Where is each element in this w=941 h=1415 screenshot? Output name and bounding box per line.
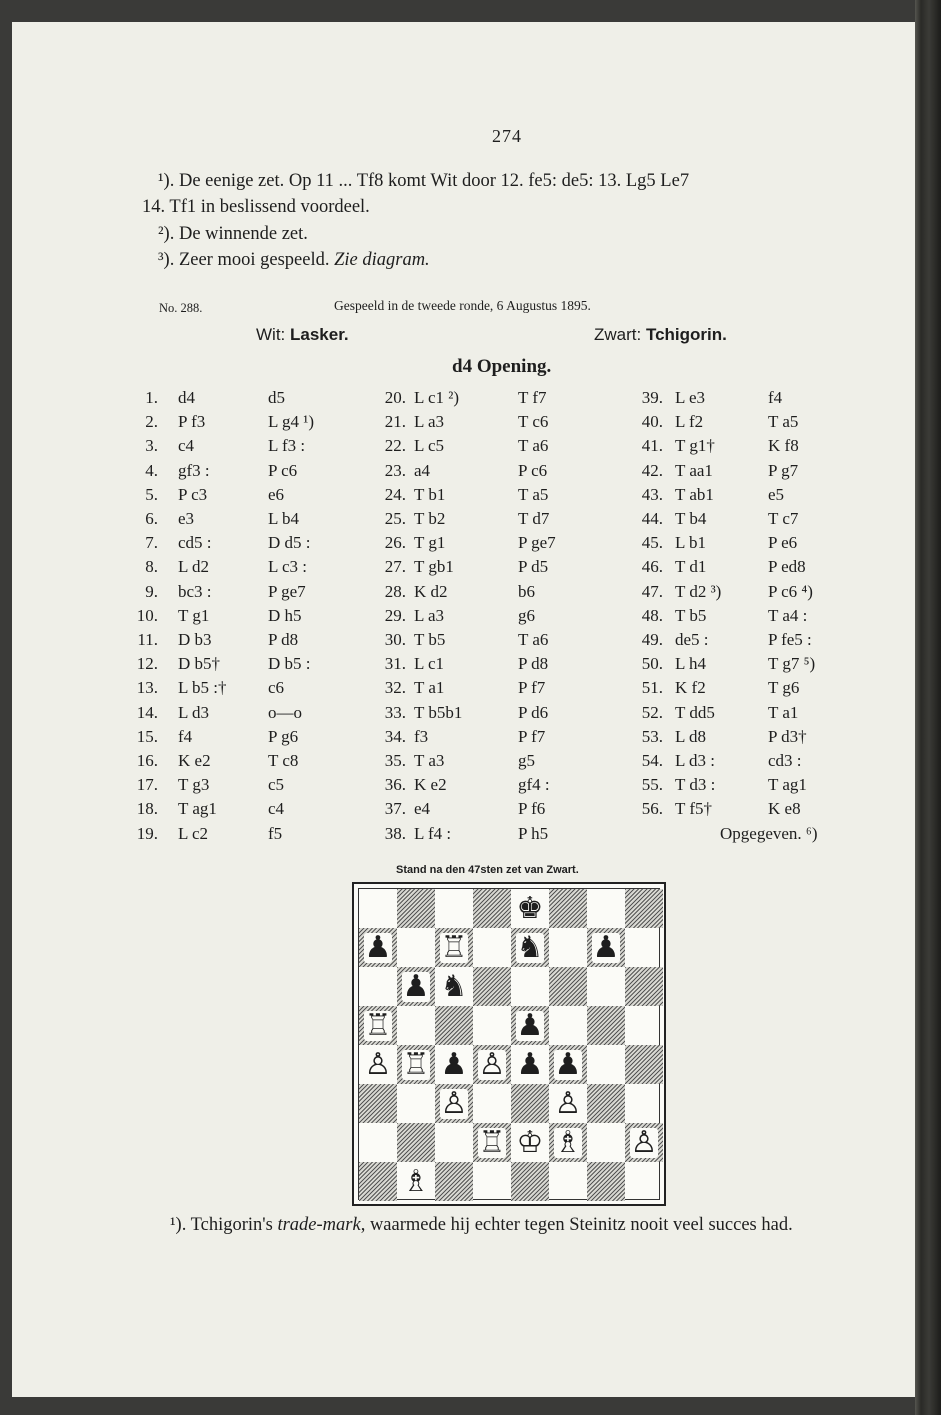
white-bishop-icon: ♗ (402, 1163, 430, 1199)
black-move: L c3 : (268, 557, 308, 577)
board-square-c5 (435, 1006, 473, 1045)
white-move: c4 (178, 436, 195, 456)
black-move: L g4 ¹) (268, 412, 315, 432)
white-move: T ag1 (178, 799, 217, 819)
board-square-d7 (473, 928, 511, 967)
game-number: No. 288. (159, 301, 203, 315)
board-square-d3 (473, 1084, 511, 1123)
move-number: 4. (145, 460, 158, 480)
black-move: P ge7 (518, 533, 556, 553)
white-move: T b5 (675, 605, 707, 625)
move-number: 32. (384, 678, 406, 698)
board-square-a1 (359, 1162, 397, 1201)
move-number: 39. (641, 388, 663, 407)
black-pawn-icon: ♟ (402, 968, 430, 1004)
black-move: f4 (768, 388, 783, 407)
black-move: P d8 (518, 654, 549, 674)
board-square-h5 (625, 1006, 663, 1045)
black-move: P ge7 (268, 581, 306, 601)
white-move: T gb1 (414, 557, 454, 577)
black-move: T a1 (768, 702, 799, 722)
white-move: T f5† (675, 799, 712, 819)
move-number: 50. (641, 654, 663, 674)
move-number: 37. (384, 799, 406, 819)
black-move: e5 (768, 484, 785, 504)
board-square-c2 (435, 1123, 473, 1162)
black-pawn-icon: ♟ (516, 1007, 544, 1043)
move-number: 17. (136, 775, 158, 795)
white-move: L b1 (675, 533, 707, 553)
board-square-h8 (625, 889, 663, 928)
move-number: 12. (136, 654, 158, 674)
white-move: T aa1 (675, 460, 713, 480)
move-number: 8. (145, 557, 158, 577)
move-number: 28. (384, 581, 406, 601)
move-number: 16. (136, 751, 158, 770)
white-move: T g1 (414, 533, 446, 553)
white-move: D b5† (178, 654, 221, 674)
move-number: 41. (641, 436, 663, 456)
black-move: T a6 (518, 630, 549, 649)
black-move: K e8 (768, 799, 801, 819)
black-move: T c8 (268, 751, 299, 770)
black-knight-icon: ♞ (440, 968, 468, 1004)
white-pawn-icon: ♙ (554, 1085, 582, 1121)
board-square-f7 (549, 928, 587, 967)
white-pawn-icon: ♙ (364, 1046, 392, 1082)
game-result: Opgegeven. ⁶) (720, 823, 818, 843)
white-move: K e2 (178, 751, 211, 770)
white-move: T a3 (414, 751, 445, 770)
black-move: e6 (268, 484, 285, 504)
black-move: T a4 : (768, 605, 808, 625)
white-move: T g1† (675, 436, 715, 456)
white-move: L f2 (675, 412, 704, 432)
black-move: T a6 (518, 436, 549, 456)
board-square-a8 (359, 889, 397, 928)
white-move: T d2 ³) (675, 581, 722, 601)
move-number: 14. (136, 702, 158, 722)
board-square-b2 (397, 1123, 435, 1162)
white-move: cd5 : (178, 533, 212, 553)
black-move: g6 (518, 605, 535, 625)
move-number: 54. (641, 751, 663, 770)
white-move: T ab1 (675, 484, 714, 504)
white-move: L a3 (414, 605, 445, 625)
white-bishop-icon: ♗ (554, 1124, 582, 1160)
move-number: 35. (384, 751, 406, 770)
move-number: 7. (145, 533, 158, 553)
move-number: 31. (384, 654, 406, 674)
black-move: P c6 (268, 460, 298, 480)
white-move: e4 (414, 799, 431, 819)
white-move: L h4 (675, 654, 707, 674)
white-king-icon: ♔ (516, 1124, 544, 1160)
game-info: Gespeeld in de tweede ronde, 6 Augustus 1895. (334, 298, 591, 313)
white-move: L d2 (178, 557, 210, 577)
move-number: 26. (384, 533, 406, 553)
white-move: P f3 (178, 412, 206, 432)
board-square-d8 (473, 889, 511, 928)
black-move: T g6 (768, 678, 800, 698)
move-number: 34. (384, 726, 406, 746)
footnote-italic: trade-mark (277, 1215, 361, 1235)
page-number: 274 (492, 126, 522, 146)
move-number: 22. (384, 436, 406, 456)
black-label: Zwart: (594, 325, 646, 344)
white-move: D b3 (178, 630, 212, 649)
black-move: P h5 (518, 823, 549, 843)
move-number: 38. (384, 823, 406, 843)
move-number: 3. (145, 436, 158, 456)
white-pawn-icon: ♙ (478, 1046, 506, 1082)
board-square-b8 (397, 889, 435, 928)
move-number: 51. (641, 678, 663, 698)
board-square-e1 (511, 1162, 549, 1201)
white-move: K d2 (414, 581, 448, 601)
move-number: 47. (641, 581, 663, 601)
white-move: de5 : (675, 630, 709, 649)
board-square-d1 (473, 1162, 511, 1201)
board-square-h6 (625, 967, 663, 1006)
white-move: K f2 (675, 678, 706, 698)
white-move: T a1 (414, 678, 445, 698)
black-move: c4 (268, 799, 285, 819)
board-square-b7 (397, 928, 435, 967)
move-number: 10. (136, 605, 158, 625)
board-square-f6 (549, 967, 587, 1006)
board-square-d6 (473, 967, 511, 1006)
move-number: 33. (384, 702, 406, 722)
white-rook-icon: ♖ (402, 1046, 430, 1082)
black-move: P ed8 (768, 557, 806, 577)
note-3 (158, 250, 430, 271)
white-move: T b4 (675, 509, 707, 528)
board-square-g8 (587, 889, 625, 928)
black-pawn-icon: ♟ (440, 1046, 468, 1082)
black-move: D b5 : (268, 654, 311, 674)
black-move: D h5 (268, 605, 302, 625)
white-label: Wit: (256, 325, 290, 344)
board-square-e6 (511, 967, 549, 1006)
black-move: P g6 (268, 726, 299, 746)
white-move: f4 (178, 726, 193, 746)
move-number: 45. (641, 533, 663, 553)
footnote-prefix: ¹). Tchigorin's (170, 1215, 278, 1235)
move-number: 23. (384, 460, 406, 480)
black-move: T d7 (518, 509, 550, 528)
board-square-h1 (625, 1162, 663, 1201)
move-number: 11. (137, 630, 158, 649)
white-move: P c3 (178, 484, 208, 504)
board-square-g3 (587, 1084, 625, 1123)
white-move: e3 (178, 509, 195, 528)
white-move: T g3 (178, 775, 210, 795)
black-move: L f3 : (268, 436, 306, 456)
black-player (594, 325, 727, 345)
board-square-g2 (587, 1123, 625, 1162)
board-square-b5 (397, 1006, 435, 1045)
move-number: 36. (384, 775, 406, 795)
note-1-line-1: ¹). De eenige zet. Op 11 ... Tf8 komt Wit door 12. fe5: de5: 13. Lg5 Le7 (158, 171, 690, 191)
black-move: d5 (268, 388, 285, 407)
black-move: L b4 (268, 509, 300, 528)
board-square-c8 (435, 889, 473, 928)
board-square-h7 (625, 928, 663, 967)
white-move: a4 (414, 460, 431, 480)
opening-title: d4 Opening. (452, 356, 552, 377)
move-number: 42. (641, 460, 663, 480)
white-move: L c1 ²) (414, 388, 460, 407)
black-move: P d5 (518, 557, 549, 577)
board-square-f8 (549, 889, 587, 928)
board-square-g5 (587, 1006, 625, 1045)
white-move: L d3 : (675, 751, 715, 770)
move-number: 2. (145, 412, 158, 432)
move-number: 19. (136, 823, 158, 843)
black-pawn-icon: ♟ (364, 929, 392, 965)
black-move: P g7 (768, 460, 799, 480)
move-number: 20. (384, 388, 406, 407)
white-move: d4 (178, 388, 195, 407)
white-move: L c5 (414, 436, 445, 456)
board-square-f5 (549, 1006, 587, 1045)
move-number: 55. (641, 775, 663, 795)
board-square-a6 (359, 967, 397, 1006)
black-move: T c6 (518, 412, 549, 432)
board-square-d5 (473, 1006, 511, 1045)
move-number: 40. (641, 412, 663, 432)
black-move: P f7 (518, 678, 546, 698)
black-move: c5 (268, 775, 285, 795)
white-move: L b5 :† (178, 678, 227, 698)
black-name: Tchigorin. (645, 325, 727, 344)
black-move: o—o (268, 702, 302, 722)
move-number: 9. (145, 581, 158, 601)
white-move: L c1 (414, 654, 445, 674)
board-square-c1 (435, 1162, 473, 1201)
move-number: 52. (641, 702, 663, 722)
footnote-suffix: , waarmede hij echter tegen Steinitz nooit veel succes had. (360, 1215, 793, 1235)
white-move: T d3 : (675, 775, 716, 795)
black-move: g5 (518, 751, 535, 770)
white-move: T g1 (178, 605, 210, 625)
board-square-a2 (359, 1123, 397, 1162)
black-move: P d3† (768, 726, 807, 746)
white-move: T b5 (414, 630, 446, 649)
diagram-title: Stand na den 47sten zet van Zwart. (396, 864, 579, 876)
board-square-f1 (549, 1162, 587, 1201)
black-move: f5 (268, 823, 283, 843)
move-number: 15. (136, 726, 158, 746)
chess-diagram (352, 882, 666, 1206)
black-move: c6 (268, 678, 285, 698)
white-move: gf3 : (178, 460, 210, 480)
black-knight-icon: ♞ (516, 929, 544, 965)
white-move: T d1 (675, 557, 707, 577)
black-move: D d5 : (268, 533, 311, 553)
white-move: T b1 (414, 484, 446, 504)
note-3-text: ³). Zeer mooi gespeeld. (158, 250, 335, 270)
black-move: P f7 (518, 726, 546, 746)
black-move: K f8 (768, 436, 799, 456)
board-square-h3 (625, 1084, 663, 1123)
black-pawn-icon: ♟ (554, 1046, 582, 1082)
white-move: f3 (414, 726, 429, 746)
white-rook-icon: ♖ (364, 1007, 392, 1043)
move-number: 30. (384, 630, 406, 649)
move-number: 21. (384, 412, 406, 432)
black-pawn-icon: ♟ (592, 929, 620, 965)
move-number: 27. (384, 557, 406, 577)
move-number: 49. (641, 630, 663, 649)
note-2: ²). De winnende zet. (158, 224, 308, 244)
black-move: T ag1 (768, 775, 807, 795)
move-number: 1. (145, 388, 158, 407)
move-number: 44. (641, 509, 663, 528)
black-move: P c6 (518, 460, 548, 480)
black-move: P d8 (268, 630, 299, 649)
move-number: 6. (145, 509, 158, 528)
board-square-g4 (587, 1045, 625, 1084)
black-move: T a5 (768, 412, 799, 432)
white-move: K e2 (414, 775, 447, 795)
white-move: L d3 (178, 702, 210, 722)
move-number: 43. (641, 484, 663, 504)
chess-board (358, 888, 660, 1200)
black-move: T c7 (768, 509, 799, 528)
black-move: b6 (518, 581, 535, 601)
white-move: L f4 : (414, 823, 452, 843)
move-number: 48. (641, 605, 663, 625)
white-move: L a3 (414, 412, 445, 432)
move-number: 5. (145, 484, 158, 504)
move-number: 29. (384, 605, 406, 625)
book-page (12, 22, 915, 1397)
white-move: T dd5 (675, 702, 715, 722)
black-king-icon: ♚ (516, 890, 544, 926)
move-number: 18. (136, 799, 158, 819)
black-move: T f7 (518, 388, 547, 407)
board-square-h4 (625, 1045, 663, 1084)
note-1-line-2: 14. Tf1 in beslissend voordeel. (142, 197, 370, 217)
board-square-g6 (587, 967, 625, 1006)
black-move: P e6 (768, 533, 798, 553)
board-square-b3 (397, 1084, 435, 1123)
white-pawn-icon: ♙ (630, 1124, 658, 1160)
board-square-a3 (359, 1084, 397, 1123)
move-number: 25. (384, 509, 406, 528)
move-number: 53. (641, 726, 663, 746)
black-move: P d6 (518, 702, 549, 722)
white-move: bc3 : (178, 581, 212, 601)
note-3-italic: Zie diagram. (334, 250, 430, 270)
board-square-g1 (587, 1162, 625, 1201)
white-pawn-icon: ♙ (440, 1085, 468, 1121)
move-number: 56. (641, 799, 663, 819)
white-rook-icon: ♖ (478, 1124, 506, 1160)
white-rook-icon: ♖ (440, 929, 468, 965)
footnote (170, 1215, 793, 1236)
board-square-e3 (511, 1084, 549, 1123)
white-move: L e3 (675, 388, 706, 407)
black-move: P c6 ⁴) (768, 581, 813, 601)
black-move: P f6 (518, 799, 546, 819)
white-name: Lasker. (290, 325, 349, 344)
white-move: L c2 (178, 823, 209, 843)
black-move: cd3 : (768, 751, 802, 770)
white-move: L d8 (675, 726, 707, 746)
move-number: 13. (136, 678, 158, 698)
black-pawn-icon: ♟ (516, 1046, 544, 1082)
black-move: T g7 ⁵) (768, 654, 816, 674)
white-move: T b2 (414, 509, 446, 528)
white-move: T b5b1 (414, 702, 463, 722)
black-move: T a5 (518, 484, 549, 504)
white-player (256, 325, 349, 345)
move-number: 46. (641, 557, 663, 577)
black-move: P fe5 : (768, 630, 812, 649)
black-move: gf4 : (518, 775, 550, 795)
book-edge (915, 0, 941, 1415)
move-number: 24. (384, 484, 406, 504)
